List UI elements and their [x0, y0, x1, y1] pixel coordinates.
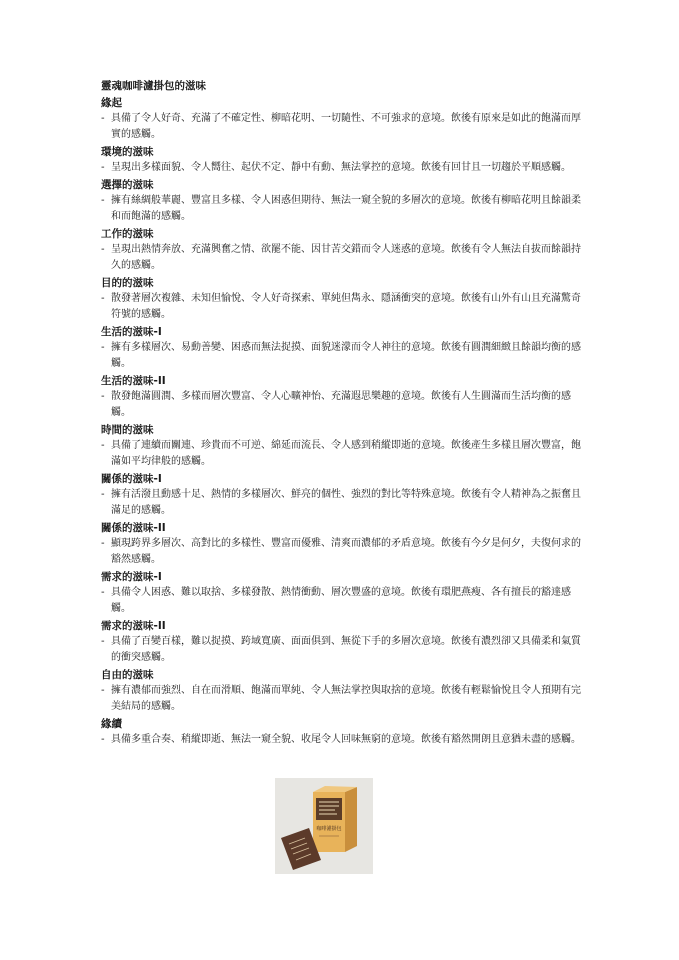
bullet-dash: -	[101, 244, 105, 255]
section-bullet	[101, 291, 586, 323]
document-title: 靈魂咖啡濾掛包的滋味	[101, 80, 206, 92]
section-text: 散發飽滿圓潤、多樣而層次豐富、令人心曠神怡、充滿遐思樂趣的意境。飲後有人生圓滿而生活均衡的感觸。	[111, 391, 571, 418]
section-text: 具備令人困惑、難以取捨、多樣發散、熱情衝動、層次豐盛的意境。飲後有環肥燕瘦、各有擅長的豁達感觸。	[111, 587, 571, 614]
bullet-dash: -	[101, 113, 105, 124]
section-bullet	[101, 242, 586, 274]
section-heading: 緣起	[101, 97, 122, 109]
bullet-dash: -	[101, 195, 105, 206]
section-heading: 需求的滋味-II	[101, 620, 166, 632]
section-text: 擁有活潑且動感十足、熱情的多樣層次、鮮亮的個性、強烈的對比等特殊意境。飲後有令人精神為之振奮且滿足的感觸。	[111, 489, 581, 516]
coffee-box-illustration	[275, 778, 373, 874]
bullet-dash: -	[101, 538, 105, 549]
section-bullet	[101, 487, 586, 519]
section-bullet	[101, 732, 586, 748]
section-bullet	[101, 438, 586, 470]
section-heading: 關係的滋味-II	[101, 522, 166, 534]
section-heading: 生活的滋味-II	[101, 375, 166, 387]
section-bullet	[101, 585, 586, 617]
bullet-dash: -	[101, 342, 105, 353]
section-heading: 緣續	[101, 718, 122, 730]
section-text: 擁有多樣層次、易動善變、困惑而無法捉摸、面貌迷濛而令人神往的意境。飲後有圓潤細緻且餘韻均衡的感觸。	[111, 342, 581, 369]
bullet-dash: -	[101, 293, 105, 304]
section-text: 具備了令人好奇、充滿了不確定性、柳暗花明、一切隨性、不可強求的意境。飲後有原來是如此的飽滿而厚實的感觸。	[111, 113, 581, 140]
section-bullet	[101, 536, 586, 568]
bullet-dash: -	[101, 391, 105, 402]
section-text: 擁有濃郁而強烈、自在而滑順、飽滿而單純、令人無法掌控與取捨的意境。飲後有輕鬆愉悅且令人預期有完美結局的感觸。	[111, 685, 581, 712]
section-text: 顯現跨界多層次、高對比的多樣性、豐富而優雅、清爽而濃郁的矛盾意境。飲後有今夕是何夕，夫復何求的豁然感觸。	[111, 538, 581, 565]
section-bullet	[101, 111, 586, 143]
bullet-dash: -	[101, 734, 105, 745]
bullet-dash: -	[101, 636, 105, 647]
section-text: 擁有絲綢般華麗、豐富且多樣、令人困惑但期待、無法一窺全貌的多層次的意境。飲後有柳暗花明且餘韻柔和而飽滿的感觸。	[111, 195, 581, 222]
section-bullet	[101, 193, 586, 225]
sections-list	[101, 95, 586, 748]
section-text: 呈現出熱情奔放、充滿興奮之情、欲罷不能、因甘苦交錯而令人迷惑的意境。飲後有令人無法自拔而餘韻持久的感觸。	[111, 244, 581, 271]
section-text: 呈現出多樣面貌、令人嚮往、起伏不定、靜中有動、無法掌控的意境。飲後有回甘且一切趨於平順感觸。	[111, 162, 571, 173]
document	[101, 78, 586, 749]
bullet-dash: -	[101, 587, 105, 598]
section-heading: 選擇的滋味	[101, 179, 154, 191]
section-heading: 工作的滋味	[101, 228, 154, 240]
section-text: 散發著層次複雜、未知但愉悅、令人好奇探索、單純但雋永、隱涵衝突的意境。飲後有山外有山且充滿驚奇符號的感觸。	[111, 293, 581, 320]
box-label: 咖啡濾掛包	[316, 826, 342, 832]
bullet-dash: -	[101, 489, 105, 500]
product-photo	[275, 778, 373, 874]
section-text: 具備多重合奏、稍縱即逝、無法一窺全貌、收尾令人回味無窮的意境。飲後有豁然開朗且意猶未盡的感觸。	[111, 734, 581, 745]
section-bullet	[101, 389, 586, 421]
section-bullet	[101, 634, 586, 666]
bullet-dash: -	[101, 685, 105, 696]
section-text: 具備了百變百樣，難以捉摸、跨域寬廣、面面俱到、無從下手的多層次意境。飲後有濃烈卻又具備柔和氣質的衝突感觸。	[111, 636, 581, 663]
section-heading: 需求的滋味-I	[101, 571, 162, 583]
section-heading: 環境的滋味	[101, 146, 154, 158]
section-bullet	[101, 160, 586, 176]
section-bullet	[101, 683, 586, 715]
bullet-dash: -	[101, 162, 105, 173]
section-heading: 時間的滋味	[101, 424, 154, 436]
bullet-dash: -	[101, 440, 105, 451]
section-bullet	[101, 340, 586, 372]
section-text: 具備了連續而關連、珍貴而不可逆、綿延而流長、令人感到稍縱即逝的意境。飲後產生多樣且層次豐富，飽滿如平均律般的感觸。	[111, 440, 581, 467]
section-heading: 關係的滋味-I	[101, 473, 162, 485]
section-heading: 生活的滋味-I	[101, 326, 162, 338]
section-heading: 目的的滋味	[101, 277, 154, 289]
section-heading: 自由的滋味	[101, 669, 154, 681]
